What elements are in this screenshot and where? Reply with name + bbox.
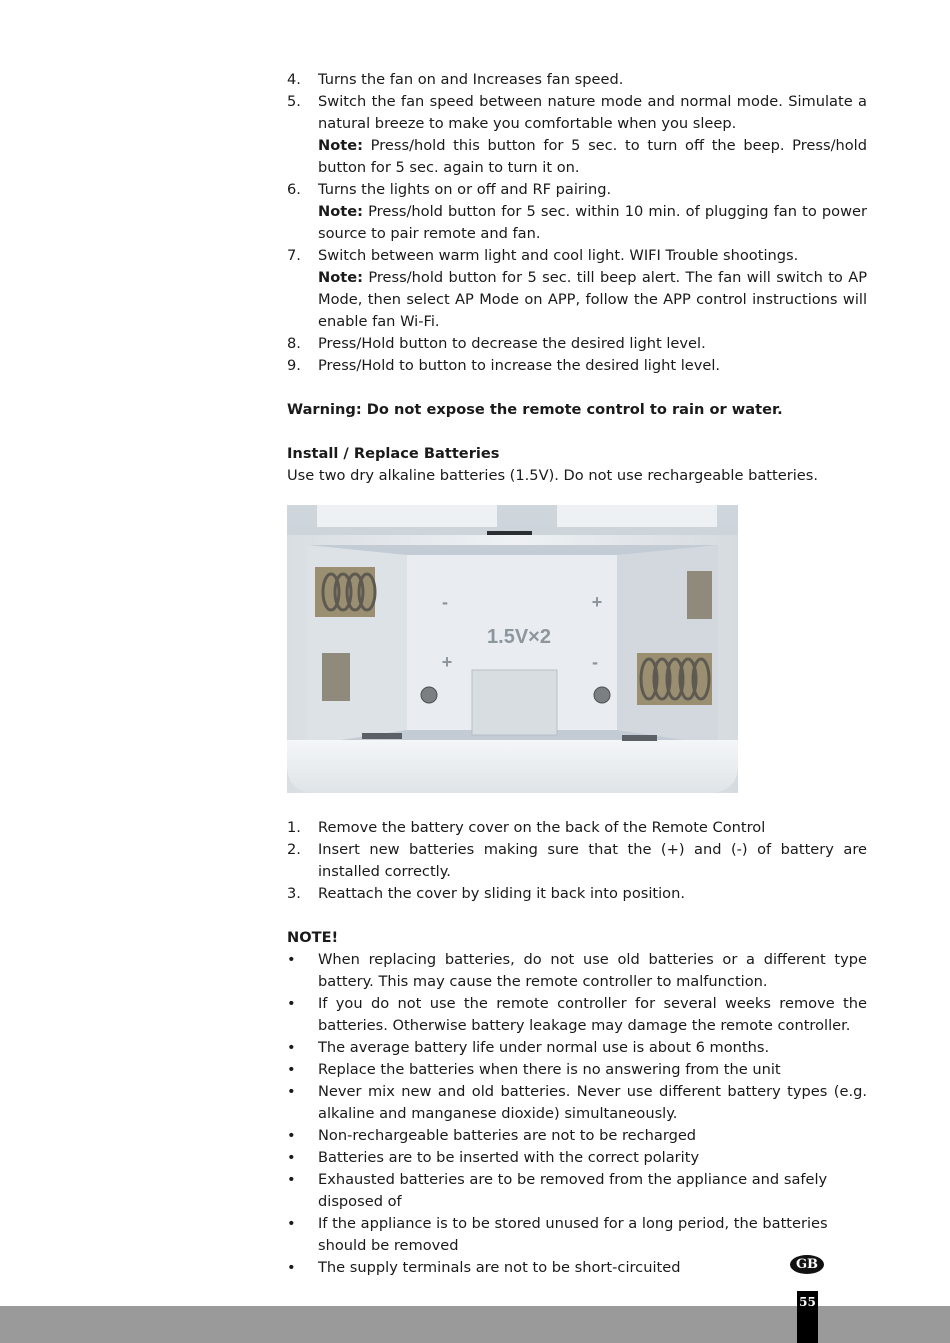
bullet-text: If the appliance is to be stored unused for a long period, the batteries should be removed [318,1215,828,1254]
bullet-text: The average battery life under normal use is about 6 months. [318,1039,770,1056]
page-number: 55 [797,1291,818,1343]
item-text: Insert new batteries making sure that the (+) and (-) of battery are installed correctly. [318,841,867,880]
item-number: 8. [287,335,301,352]
polarity-minus-top-left: - [442,592,448,612]
bullet-text: The supply terminals are not to be short-circuited [318,1259,681,1276]
polarity-plus-top-right: + [591,592,603,612]
list-item [287,245,867,333]
bullet-item [287,1169,867,1213]
note-label: Note: [318,137,363,154]
language-badge: GB [790,1255,824,1274]
list-item [287,333,867,355]
install-steps-list [287,817,867,905]
bullet-item [287,1147,867,1169]
list-item [287,91,867,179]
bullet-marker: • [287,1127,296,1144]
bullet-marker: • [287,1149,296,1166]
bullet-item [287,1037,867,1059]
item-text: Switch between warm light and cool light. WIFI Trouble shootings. [318,247,799,264]
item-note [318,135,867,179]
compartment-voltage-label: 1.5V×2 [487,626,551,648]
item-number: 4. [287,71,301,88]
item-text: Reattach the cover by sliding it back into position. [318,885,685,902]
item-number: 5. [287,93,301,110]
item-number: 9. [287,357,301,374]
item-text: Turns the fan on and Increases fan speed. [318,71,624,88]
bullet-marker: • [287,1061,296,1078]
item-text: Remove the battery cover on the back of the Remote Control [318,819,766,836]
bullet-item [287,1081,867,1125]
note-text: Press/hold this button for 5 sec. to turn off the beep. Press/hold button for 5 sec. again to turn it on. [318,137,868,176]
bullet-text: If you do not use the remote controller for several weeks remove the batteries. Otherwise battery leakage may damage the remote controller. [318,995,867,1034]
bullet-item [287,1213,867,1257]
item-text: Turns the lights on or off and RF pairing. [318,181,612,198]
install-text: Use two dry alkaline batteries (1.5V). Do not use rechargeable batteries. [287,467,818,484]
polarity-plus-bottom-left: + [441,652,453,672]
battery-notes-list [287,949,867,1279]
bullet-marker: • [287,951,296,968]
item-number: 1. [287,819,301,836]
note-text: Press/hold button for 5 sec. within 10 min. of plugging fan to power source to pair remote and fan. [318,203,868,242]
bullet-text: Exhausted batteries are to be removed from the appliance and safely disposed of [318,1171,828,1210]
bullet-text: When replacing batteries, do not use old batteries or a different type battery. This may cause the remote controller to malfunction. [318,951,867,990]
item-note [318,267,867,333]
bullet-marker: • [287,995,296,1012]
battery-compartment-photo [287,505,738,793]
warning-text: Warning: Do not expose the remote control to rain or water. [287,401,783,418]
bullet-item [287,1125,867,1147]
bullet-text: Batteries are to be inserted with the correct polarity [318,1149,700,1166]
list-item [287,355,867,377]
item-number: 3. [287,885,301,902]
item-number: 2. [287,841,301,858]
polarity-minus-bottom-right: - [592,652,598,672]
bullet-text: Non-rechargeable batteries are not to be recharged [318,1127,697,1144]
item-note [318,201,867,245]
bullet-marker: • [287,1215,296,1232]
list-item [287,839,867,883]
bullet-item [287,1257,867,1279]
remote-functions-list [287,69,867,377]
item-number: 6. [287,181,301,198]
bullet-text: Replace the batteries when there is no answering from the unit [318,1061,781,1078]
bullet-text: Never mix new and old batteries. Never use different battery types (e.g. alkaline and manganese dioxide) simultaneously. [318,1083,867,1122]
note-label: Note: [318,269,363,286]
list-item [287,883,867,905]
list-item [287,69,867,91]
install-heading: Install / Replace Batteries [287,445,500,462]
list-item [287,179,867,245]
list-item [287,817,867,839]
item-number: 7. [287,247,301,264]
note-label: Note: [318,203,363,220]
bullet-marker: • [287,1083,296,1100]
bullet-item [287,1059,867,1081]
note-heading: NOTE! [287,929,339,946]
bullet-item [287,993,867,1037]
bullet-marker: • [287,1039,296,1056]
bullet-item [287,949,867,993]
page-content [287,69,867,1279]
note-text: Press/hold button for 5 sec. till beep alert. The fan will switch to AP Mode, then select AP Mode on APP, follow the APP control instructions will enable fan Wi-Fi. [318,269,867,330]
item-text: Press/Hold button to decrease the desired light level. [318,335,706,352]
bullet-marker: • [287,1171,296,1188]
item-text: Switch the fan speed between nature mode and normal mode. Simulate a natural breeze to make you comfortable when you sleep. [318,93,867,132]
item-text: Press/Hold to button to increase the desired light level. [318,357,721,374]
bullet-marker: • [287,1259,296,1276]
